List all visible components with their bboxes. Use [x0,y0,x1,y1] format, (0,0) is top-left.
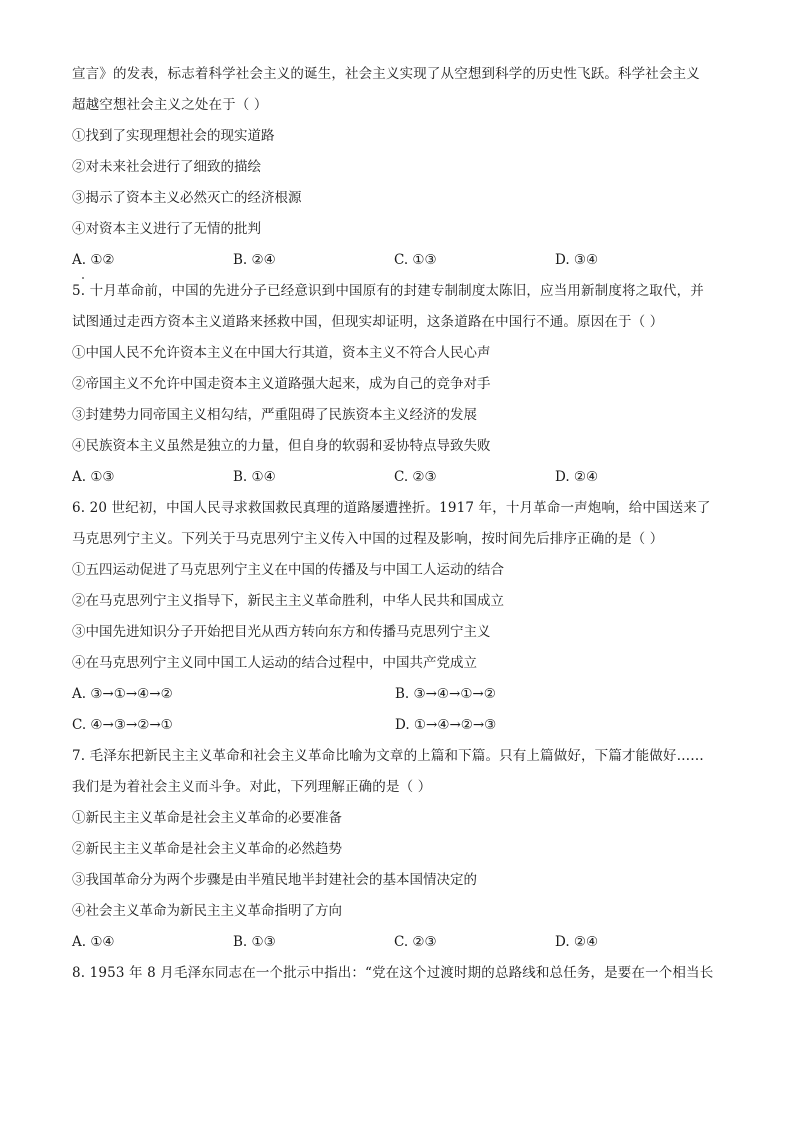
question-4 [72,63,726,280]
statement-item: ①中国人民不允许资本主义在中国大行其道，资本主义不符合人民心声 [72,345,491,361]
question-5 [72,280,726,497]
statement-item: ③我国革命分为两个步骤是由半殖民地半封建社会的基本国情决定的 [72,872,477,888]
option-d: D. ③④ [555,252,599,268]
question-8 [72,962,726,993]
answer-options [72,931,726,962]
option-a: A. ③→①→④→② [72,686,173,702]
statement-item: ③封建势力同帝国主义相勾结，严重阻碍了民族资本主义经济的发展 [72,407,477,423]
option-c: C. ②③ [394,469,437,485]
question-stem-line: 我们是为着社会主义而斗争。对此，下列理解正确的是（ ） [72,779,432,795]
option-d: D. ②④ [555,469,599,485]
question-stem-line: 6. 20 世纪初，中国人民寻求救国救民真理的道路屡遭挫折。1917 年，十月革命一声炮响，给中国送来了 [72,500,711,516]
option-a: A. ①④ [72,934,115,950]
option-a: A. ①③ [72,469,115,485]
option-c: C. ②③ [394,934,437,950]
question-stem-line: 超越空想社会主义之处在于（ ） [72,97,268,113]
document-page [72,63,726,993]
stray-mark [82,277,84,279]
option-c: C. ④→③→②→① [72,717,173,733]
statement-item: ③中国先进知识分子开始把目光从西方转向东方和传播马克思列宁主义 [72,624,491,640]
option-b: B. ①④ [233,469,276,485]
answer-options [72,249,726,280]
statement-item: ④对资本主义进行了无情的批判 [72,221,261,237]
question-7 [72,745,726,962]
answer-options [72,466,726,497]
option-a: A. ①② [72,252,115,268]
question-stem-line: 7. 毛泽东把新民主主义革命和社会主义革命比喻为文章的上篇和下篇。只有上篇做好，下篇才能做好…… [72,748,704,764]
option-d: D. ②④ [555,934,599,950]
option-c: C. ①③ [394,252,437,268]
statement-item: ④民族资本主义虽然是独立的力量，但自身的软弱和妥协特点导致失败 [72,438,491,454]
statement-item: ④在马克思列宁主义同中国工人运动的结合过程中，中国共产党成立 [72,655,477,671]
statement-item: ①新民主主义革命是社会主义革命的必要准备 [72,810,342,826]
answer-options-row [72,683,726,714]
option-b: B. ③→④→①→② [395,686,496,702]
statement-item: ③揭示了资本主义必然灭亡的经济根源 [72,190,302,206]
statement-item: ②在马克思列宁主义指导下，新民主主义革命胜利，中华人民共和国成立 [72,593,504,609]
statement-item: ①找到了实现理想社会的现实道路 [72,128,275,144]
statement-item: ②帝国主义不允许中国走资本主义道路强大起来，成为自己的竞争对手 [72,376,491,392]
question-stem-line: 马克思列宁主义。下列关于马克思列宁主义传入中国的过程及影响，按时间先后排序正确的是（ ） [72,531,664,547]
statement-item: ①五四运动促进了马克思列宁主义在中国的传播及与中国工人运动的结合 [72,562,504,578]
statement-item: ②新民主主义革命是社会主义革命的必然趋势 [72,841,342,857]
answer-options-row [72,714,726,745]
option-b: B. ①③ [233,934,276,950]
question-stem-line: 8. 1953 年 8 月毛泽东同志在一个批示中指出：“党在这个过渡时期的总路线和总任务，是要在一个相当长 [72,965,714,981]
question-stem-line: 5. 十月革命前，中国的先进分子已经意识到中国原有的封建专制制度太陈旧，应当用新制度将之取代，并 [72,283,704,299]
question-6 [72,497,726,745]
question-stem-line: 试图通过走西方资本主义道路来拯救中国，但现实却证明，这条道路在中国行不通。原因在于（ ） [72,314,664,330]
statement-item: ②对未来社会进行了细致的描绘 [72,159,261,175]
statement-item: ④社会主义革命为新民主主义革命指明了方向 [72,903,342,919]
option-b: B. ②④ [233,252,276,268]
option-d: D. ①→④→②→③ [395,717,497,733]
question-stem-line: 宣言》的发表，标志着科学社会主义的诞生，社会主义实现了从空想到科学的历史性飞跃。科学社会主义 [72,66,700,82]
